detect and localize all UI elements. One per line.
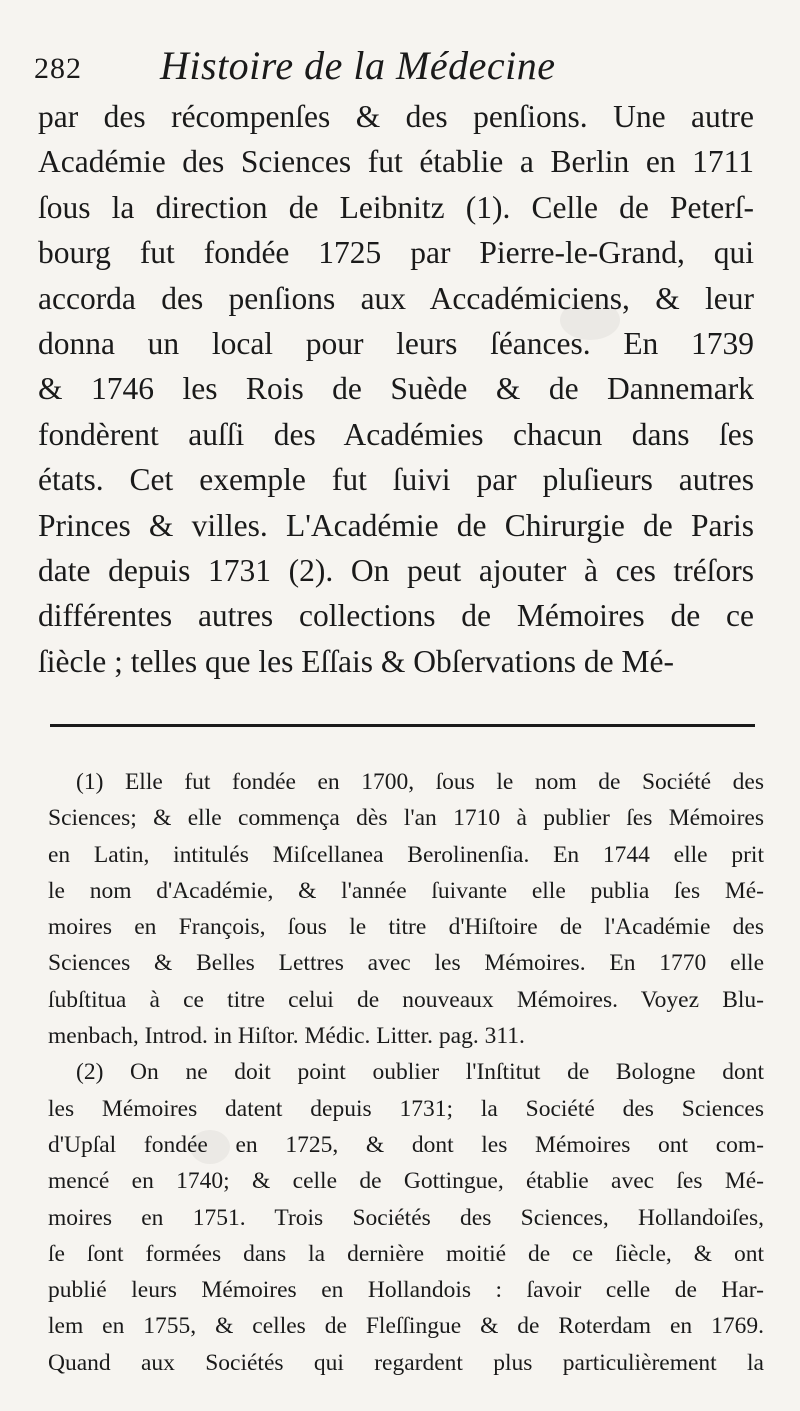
- footnote-line: les Mémoires datent depuis 1731; la Société des Sciences: [48, 1095, 764, 1122]
- footnote-separator-rule: [50, 724, 755, 727]
- page-number: 282: [34, 52, 82, 85]
- footnotes: [48, 764, 764, 1381]
- footnote-line: moires en 1751. Trois Sociétés des Sciences, Hollandoiſes,: [48, 1204, 764, 1231]
- body-line: par des récompenſes & des penſions. Une autre: [38, 99, 754, 134]
- footnote-line: ſe ſont formées dans la dernière moitié de ce ſiècle, & ont: [48, 1240, 764, 1267]
- footnote-line: le nom d'Académie, & l'année ſuivante elle publia ſes Mé-: [48, 877, 764, 904]
- footnote-line: lem en 1755, & celles de Fleſſingue & de Roterdam en 1769.: [48, 1313, 764, 1340]
- body-line: accorda des penſions aux Accadémiciens, & leur: [38, 280, 754, 316]
- footnote-line: (1) Elle fut fondée en 1700, ſous le nom de Société des: [76, 769, 764, 795]
- body-line: donna un local pour leurs ſéances. En 1739: [38, 325, 754, 361]
- body-line: différentes autres collections de Mémoires de ce: [38, 598, 754, 634]
- body-line: & 1746 les Rois de Suède & de Dannemark: [38, 371, 754, 407]
- body-line: bourg fut fondée 1725 par Pierre-le-Grand, qui: [38, 235, 754, 271]
- body-line: états. Cet exemple fut ſuivi par pluſieurs autres: [38, 462, 754, 498]
- body-line: Princes & villes. L'Académie de Chirurgie de Paris: [38, 507, 754, 543]
- footnote-line: ſubſtitua à ce titre celui de nouveaux Mémoires. Voyez Blu-: [48, 986, 764, 1013]
- footnote-line: en Latin, intitulés Miſcellanea Berolinenſia. En 1744 elle prit: [48, 841, 764, 868]
- body-text: [38, 94, 754, 684]
- footnote-line: publié leurs Mémoires en Hollandois : ſavoir celle de Har-: [48, 1277, 764, 1304]
- footnote-line: Quand aux Sociétés qui regardent plus particulièrement la: [48, 1349, 764, 1376]
- body-line: ſous la direction de Leibnitz (1). Celle de Peterſ-: [38, 189, 754, 225]
- running-title: Histoire de la Médecine: [160, 43, 556, 88]
- body-line: fondèrent auſſi des Académies chacun dans ſes: [38, 416, 754, 452]
- body-line: date depuis 1731 (2). On peut ajouter à ces tréſors: [38, 552, 754, 588]
- page-header: [34, 42, 774, 92]
- footnote-line: Sciences & Belles Lettres avec les Mémoires. En 1770 elle: [48, 950, 764, 977]
- footnote-line: (2) On ne doit point oublier l'Inſtitut de Bologne dont: [76, 1059, 764, 1086]
- body-line: Académie des Sciences fut établie a Berlin en 1711: [38, 144, 754, 180]
- footnote-line: d'Upſal fondée en 1725, & dont les Mémoires ont com-: [48, 1131, 764, 1158]
- footnote-line: moires en François, ſous le titre d'Hiſtoire de l'Académie des: [48, 914, 764, 941]
- footnote-line: mencé en 1740; & celle de Gottingue, établie avec ſes Mé-: [48, 1168, 764, 1195]
- footnote-line: menbach, Introd. in Hiſtor. Médic. Litter. pag. 311.: [48, 1023, 525, 1050]
- body-line: ſiècle ; telles que les Eſſais & Obſervations de Mé-: [38, 643, 674, 679]
- footnote-line: Sciences; & elle commença dès l'an 1710 à publier ſes Mémoires: [48, 805, 764, 832]
